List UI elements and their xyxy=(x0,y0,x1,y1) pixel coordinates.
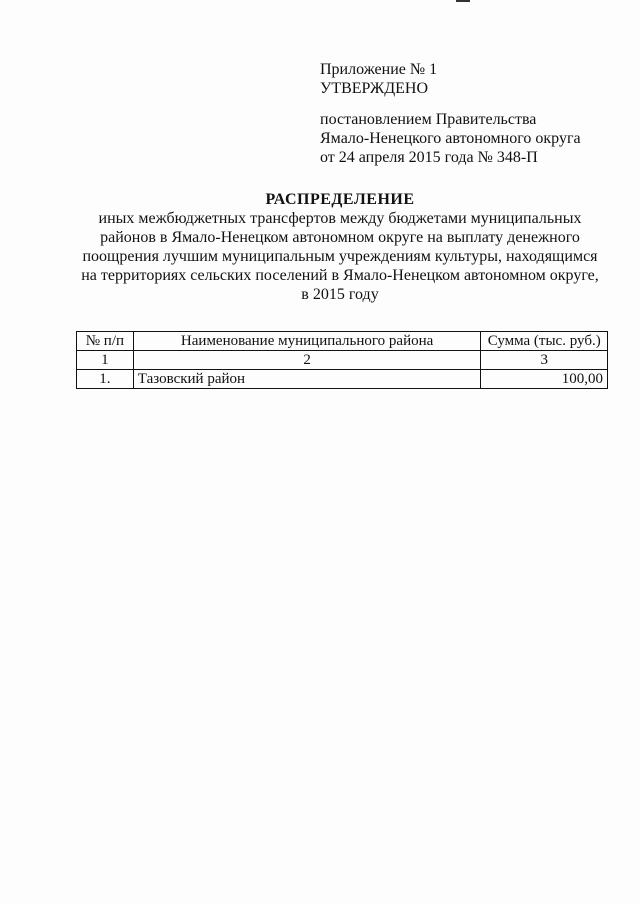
header-district-name: Наименование муниципального района xyxy=(133,332,481,351)
column-number-3: 3 xyxy=(481,351,608,370)
document-heading xyxy=(60,190,620,304)
approved-stamp: УТВЕРЖДЕНО xyxy=(320,80,429,97)
scan-mark xyxy=(456,0,470,2)
header-amount: Сумма (тыс. руб.) xyxy=(481,332,608,351)
table-row xyxy=(77,370,608,389)
column-number-1: 1 xyxy=(77,351,134,370)
heading-line: в 2015 году xyxy=(301,286,379,303)
heading-line: иных межбюджетных трансфертов между бюджетами муниципальных xyxy=(98,210,582,227)
approval-line-1: постановлением Правительства xyxy=(320,111,537,128)
appendix-number: Приложение № 1 xyxy=(320,61,438,78)
table-header-row xyxy=(77,332,608,351)
amount-value: 100,00 xyxy=(481,370,608,389)
district-name: Тазовский район xyxy=(133,370,481,389)
document-title: РАСПРЕДЕЛЕНИЕ xyxy=(265,191,415,208)
distribution-table xyxy=(76,331,608,389)
approval-line-2: Ямало-Ненецкого автономного округа xyxy=(320,130,581,147)
row-number: 1. xyxy=(77,370,134,389)
approval-line-3: от 24 апреля 2015 года № 348-П xyxy=(320,149,538,166)
column-numbering-row xyxy=(77,351,608,370)
heading-line: на территориях сельских поселений в Ямало-Ненецком автономном округе, xyxy=(81,267,599,284)
heading-line: поощрения лучшим муниципальным учреждениям культуры, находящимся xyxy=(82,248,598,265)
heading-line: районов в Ямало-Ненецком автономном округе на выплату денежного xyxy=(100,229,580,246)
header-number: № п/п xyxy=(77,332,134,351)
approval-block xyxy=(320,60,620,167)
column-number-2: 2 xyxy=(133,351,481,370)
